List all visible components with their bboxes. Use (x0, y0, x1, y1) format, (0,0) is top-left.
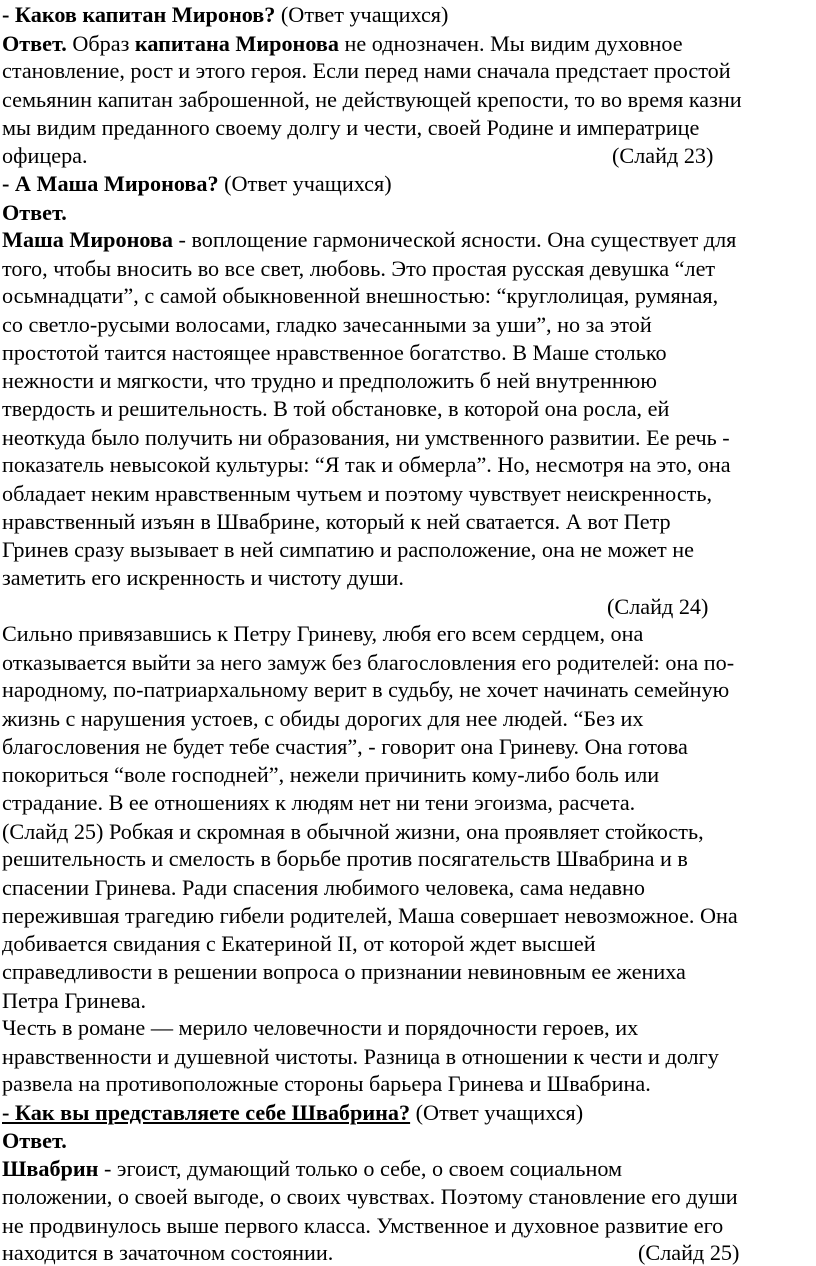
answer-1-bold-name: капитана Миронова (134, 30, 339, 56)
masha-line-13: заметить его искренность и чистоту души. (2, 564, 404, 590)
para-2-line-3: народному, по-патриархальному верит в судьбу, не хочет начинать семейную (2, 677, 730, 703)
answer-1-text-2: не однозначен. Мы видим духовное (338, 30, 683, 56)
shvabrin-line-2: положении, о своей выгоде, о своих чувствах. Поэтому становление его души (2, 1184, 738, 1209)
slide-ref-25: (Слайд 25) (638, 1240, 740, 1266)
masha-line-5: простотой таится настоящее нравственное богатство. В Маше столько (2, 339, 667, 365)
masha-line-1-text: - воплощение гармонической ясности. Она существует для (172, 227, 737, 253)
shvabrin-line-4: находится в зачаточном состоянии. (2, 1240, 334, 1266)
shvabrin-line-1 (2, 1158, 622, 1180)
masha-line-10: обладает неким нравственным чутьем и поэтому чувствует неискренность, (2, 480, 713, 506)
para-4-line-2: нравственности и душевной чистоты. Разница в отношении к чести и долгу (2, 1043, 719, 1069)
masha-line-7: твердость и решительность. В той обстановке, в которой она росла, ей (2, 396, 670, 421)
para-3-line-3: спасении Гринева. Ради спасения любимого человека, сама недавно (2, 874, 646, 900)
slide-ref-23: (Слайд 23) (612, 143, 714, 169)
answer-3-label-text: Ответ. (2, 1127, 67, 1153)
question-2-text: - А Маша Миронова? (2, 170, 219, 196)
masha-name: Маша Миронова (2, 227, 173, 253)
shvabrin-line-3: не продвинулось выше первого класса. Умственное и духовное развитие его (2, 1212, 724, 1238)
question-1-text: - Каков капитан Миронов? (2, 2, 276, 27)
masha-line-9: показатель невысокой культуры: “Я так и обмерла”. Но, несмотря на это, она (2, 452, 731, 478)
question-2 (2, 170, 392, 196)
question-2-note: (Ответ учащихся) (218, 170, 392, 196)
masha-line-6: нежности и мягкости, что трудно и предположить б ней внутреннюю (2, 368, 657, 394)
masha-line-11: нравственный изъян в Швабрине, который к ней сватается. А вот Петр (2, 508, 671, 534)
masha-line-12: Гринев сразу вызывает в ней симпатию и расположение, она не может не (2, 537, 694, 563)
question-1 (2, 4, 448, 26)
masha-line-2: того, чтобы вносить во все свет, любовь. Это простая русская девушка “лет (2, 255, 716, 281)
question-3-text: - Как вы представляете себе Швабрина? (2, 1100, 411, 1125)
para-3-line-5: добивается свидания с Екатериной II, от которой ждет высшей (2, 931, 596, 957)
para-3-line-6: справедливости в решении вопроса о признании невиновным ее жениха (2, 958, 686, 984)
para-4-line-1: Честь в романе — мерило человечности и порядочности героев, их (2, 1015, 639, 1041)
answer-1-line-2: становление, рост и этого героя. Если перед нами сначала предстает простой (2, 58, 731, 84)
masha-line-8: неоткуда было получить ни образования, ни умственного развитии. Ее речь - (2, 424, 730, 450)
answer-1-line-3: семьянин капитан заброшенной, не действующей крепости, то во время казни (2, 86, 742, 112)
para-2-line-4: жизнь с нарушения устоев, с обиды дорогих для нее людей. “Без их (2, 706, 644, 731)
question-3 (2, 1102, 583, 1124)
answer-1-text: Образ (66, 30, 135, 56)
para-4-line-3: развела на противоположные стороны барьера Гринева и Швабрина. (2, 1071, 651, 1097)
para-3-line-7: Петра Гринева. (2, 987, 147, 1013)
masha-line-3: осьмнадцати”, с самой обыкновенной внешностью: “круглолицая, румяная, (2, 283, 719, 309)
shvabrin-line-1-text: - эгоист, думающий только о себе, о своем социальном (98, 1156, 623, 1182)
para-3-line-1: (Слайд 25) Робкая и скромная в обычной жизни, она проявляет стойкость, (2, 818, 704, 844)
shvabrin-name: Швабрин (2, 1156, 99, 1182)
para-2-line-7: страдание. В ее отношениях к людям нет ни тени эгоизма, расчета. (2, 790, 636, 815)
answer-2-label (2, 199, 67, 225)
answer-1-line-5: офицера. (2, 143, 88, 169)
para-2-line-1: Сильно привязавшись к Петру Гриневу, любя его всем сердцем, она (2, 621, 644, 647)
para-3-line-4: пережившая трагедию гибели родителей, Маша совершает невозможное. Она (2, 902, 738, 928)
para-3-line-2: решительность и смелость в борьбе против посягательств Швабрина и в (2, 846, 688, 872)
answer-1-line-1 (2, 30, 683, 56)
slide-ref-24: (Слайд 24) (607, 593, 709, 619)
answer-2-label-text: Ответ. (2, 199, 67, 225)
para-2-line-5: благословения не будет тебе счастия”, - говорит она Гриневу. Она готова (2, 733, 688, 759)
answer-1-label: Ответ. (2, 30, 67, 56)
para-2-line-6: покориться “воле господней”, нежели причинить кому-либо боль или (2, 762, 660, 788)
masha-line-4: со светло-русыми волосами, гладко зачесанными за уши”, но за этой (2, 312, 652, 337)
answer-1-line-4: мы видим преданного своему долгу и чести, своей Родине и императрице (2, 114, 700, 140)
answer-3-label (2, 1127, 67, 1153)
question-1-note: (Ответ учащихся) (275, 2, 449, 27)
question-3-note: (Ответ учащихся) (410, 1100, 584, 1125)
para-2-line-2: отказывается выйти за него замуж без благословления его родителей: она по- (2, 649, 735, 675)
masha-line-1 (2, 229, 736, 251)
